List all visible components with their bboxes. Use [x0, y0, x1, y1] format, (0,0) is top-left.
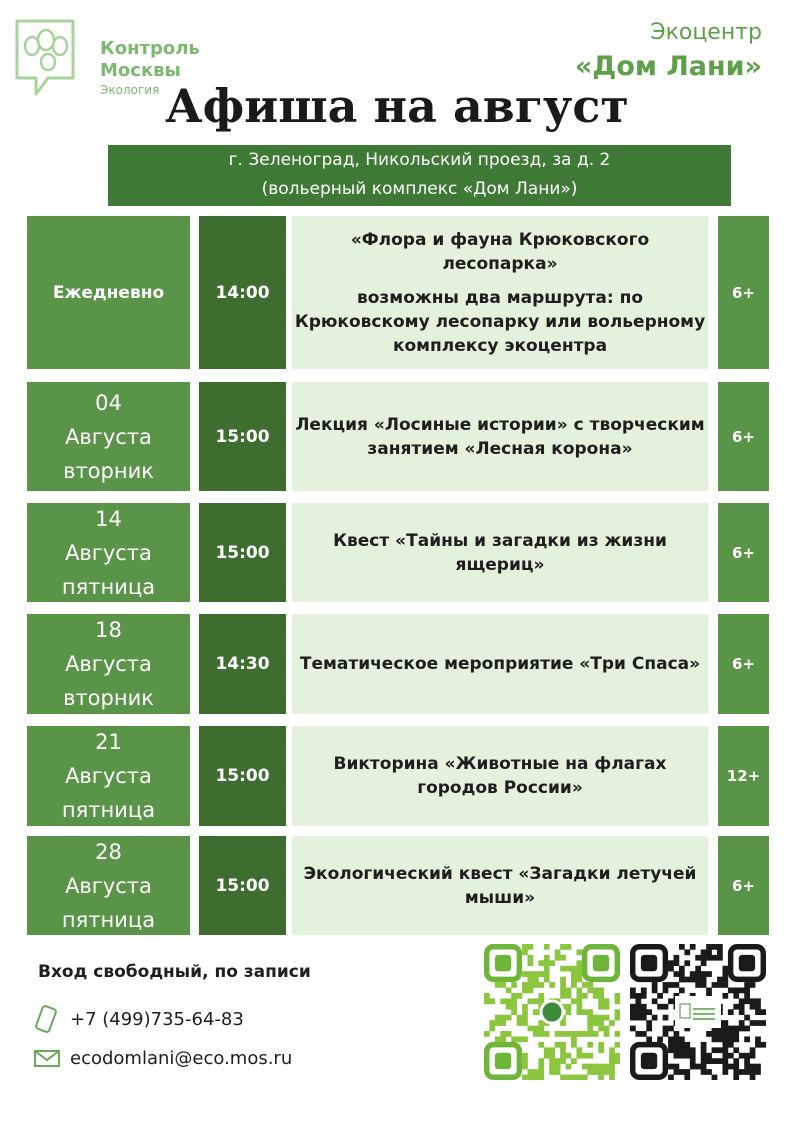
age-rating: 6+ [718, 836, 769, 935]
event-row [27, 382, 769, 491]
event-month: Августа [65, 424, 152, 449]
event-description [292, 216, 708, 369]
entry-note: Вход свободный, по записи [38, 962, 311, 982]
address-banner [108, 145, 731, 206]
event-day: 18 [95, 618, 122, 642]
age-rating: 6+ [718, 382, 769, 491]
event-row [27, 726, 769, 826]
event-description [292, 726, 708, 826]
event-month: Августа [65, 652, 152, 676]
logo-text-line3: Экология [100, 83, 160, 97]
event-time: 15:00 [199, 726, 286, 826]
event-time: 15:00 [199, 836, 286, 935]
event-title: Викторина «Животные на флагах городов России» [333, 754, 667, 798]
eco-center-caption: Экоцентр [650, 20, 762, 45]
event-month: Августа [65, 540, 152, 565]
event-row [27, 216, 769, 369]
event-description [292, 503, 708, 602]
event-date [27, 836, 190, 935]
event-title: «Флора и фауна Крюковского лесопарка» [350, 229, 650, 274]
age-rating: 6+ [718, 503, 769, 602]
email-contact[interactable] [32, 1043, 292, 1073]
event-day: 04 [95, 390, 122, 415]
event-note: возможны два маршрута: по Крюковскому лесопарку или вольерному комплексу экоцентра [294, 287, 706, 356]
event-weekday: вторник [63, 458, 154, 483]
event-day: 28 [95, 839, 122, 864]
age-rating: 12+ [718, 726, 769, 826]
event-title: Экологический квест «Загадки летучей мыши» [303, 863, 697, 908]
event-weekday: вторник [63, 686, 154, 710]
email-address[interactable]: ecodomlani@eco.mos.ru [70, 1047, 293, 1069]
event-month: Августа [65, 873, 152, 898]
age-rating: 6+ [718, 216, 769, 369]
phone-contact[interactable] [32, 1004, 244, 1034]
phone-number[interactable]: +7 (499)735-64-83 [70, 1008, 244, 1030]
event-description [292, 614, 708, 714]
event-time: 15:00 [199, 503, 286, 602]
qr-code[interactable] [630, 944, 766, 1080]
event-row [27, 836, 769, 935]
page-title: Афиша на август [165, 79, 629, 133]
event-month: Августа [65, 764, 152, 788]
eco-center-name: «Дом Лани» [574, 51, 762, 82]
event-time: 14:30 [199, 614, 286, 714]
qr-code[interactable] [484, 944, 620, 1080]
event-date [27, 614, 190, 714]
event-row [27, 503, 769, 602]
logo-text-line1: Контроль [100, 38, 200, 59]
event-day: 14 [95, 506, 122, 531]
event-time: 15:00 [199, 382, 286, 491]
event-weekday: пятница [61, 798, 156, 822]
eco-center-label [575, 20, 762, 84]
address-line-1: г. Зеленоград, Никольский проезд, за д. 2 [228, 150, 611, 170]
event-description [292, 836, 708, 935]
event-row [27, 614, 769, 714]
age-rating: 6+ [718, 614, 769, 714]
event-title: Лекция «Лосиные истории» с творческим занятием «Лесная корона» [295, 414, 705, 459]
logo-text-line2: Москвы [100, 60, 181, 81]
event-title: Тематическое мероприятие «Три Спаса» [299, 654, 701, 674]
event-weekday: пятница [61, 907, 156, 932]
address-line-2: (вольерный комплекс «Дом Лани») [261, 179, 578, 199]
event-day: 21 [95, 730, 122, 754]
event-date [27, 503, 190, 602]
event-title: Квест «Тайны и загадки из жизни ящериц» [333, 530, 667, 575]
event-time: 14:00 [199, 216, 286, 369]
event-date [27, 726, 190, 826]
event-date: Ежедневно [27, 216, 190, 369]
event-description [292, 382, 708, 491]
event-date [27, 382, 190, 491]
envelope-icon [32, 1043, 62, 1073]
phone-icon [32, 1004, 62, 1034]
event-weekday: пятница [61, 574, 156, 599]
